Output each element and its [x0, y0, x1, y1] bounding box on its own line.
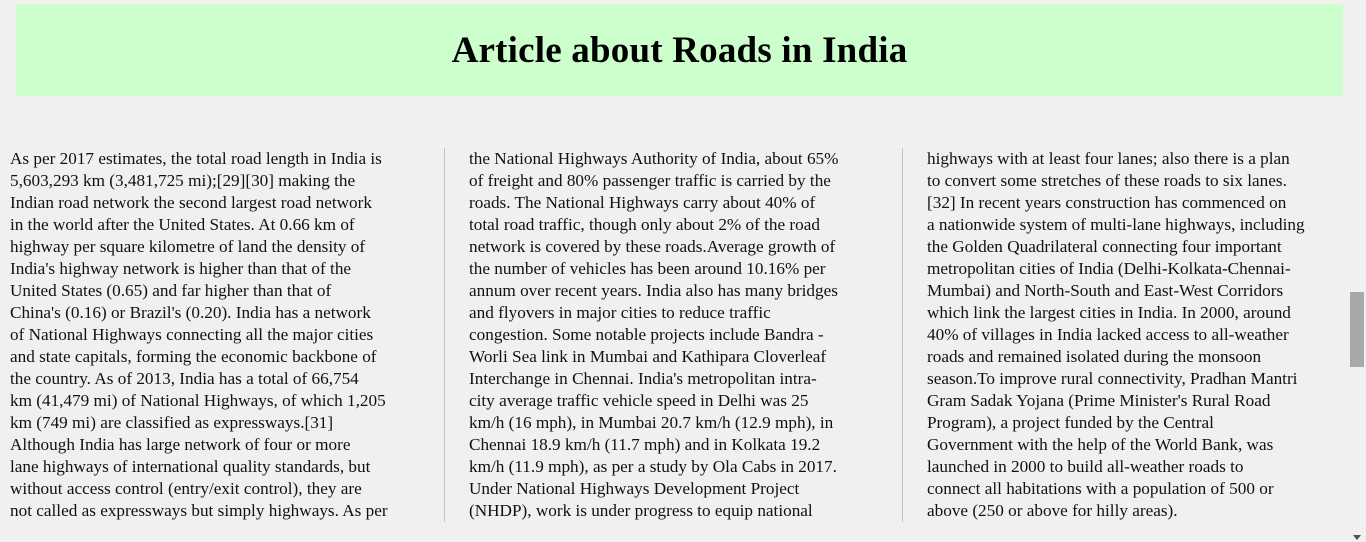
- article-column-1: [10, 148, 430, 524]
- article-text-column-3: highways with at least four lanes; also there is a plan to convert some stretches of these roads to six lanes. [32] In recent years construction has commenced on a nationwide system of multi-lane highways, including the Golden Quadrilateral connecting four important metropolitan cities of India (Delhi-Kolkata-Chennai- Mumbai) and North-South and East-West Corridors which link the largest cities in India. In 2000, around 40% of villages in India lacked access to all-weather roads and remained isolated during the monsoon season.To improve rural connectivity, Pradhan Mantri Gram Sadak Yojana (Prime Minister's Rural Road Program), a project funded by the Central Government with the help of the World Bank, was launched in 2000 to build all-weather roads to connect all habitations with a population of 500 or above (250 or above for hilly areas).: [927, 149, 1305, 520]
- article-text-column-1: As per 2017 estimates, the total road length in India is 5,603,293 km (3,481,725 mi);[29][30] making the Indian road network the second largest road network in the world after the United States. At 0.66 km of highway per square kilometre of land the density of India's highway network is higher than that of the United States (0.65) and far higher than that of China's (0.16) or Brazil's (0.20). India has a network of National Highways connecting all the major cities and state capitals, forming the economic backbone of the country. As of 2013, India has a total of 66,754 km (41,479 mi) of National Highways, of which 1,205 km (749 mi) are classified as expressways.[31] Although India has large network of four or more lane highways of international quality standards, but without access control (entry/exit control), they are not called as expressways but simply highways. As per: [10, 149, 388, 520]
- article-body: [10, 148, 1336, 524]
- article-text-column-2: the National Highways Authority of India, about 65% of freight and 80% passenger traffic is carried by the roads. The National Highways carry about 40% of total road traffic, though only about 2% of the road network is covered by these roads.Average growth of the number of vehicles has been around 10.16% per annum over recent years. India also has many bridges and flyovers in major cities to reduce traffic congestion. Some notable projects include Bandra - Worli Sea link in Mumbai and Kathipara Cloverleaf Interchange in Chennai. India's metropolitan intra- city average traffic vehicle speed in Delhi was 25 km/h (16 mph), in Mumbai 20.7 km/h (12.9 mph), in Chennai 18.9 km/h (11.7 mph) and in Kolkata 19.2 km/h (11.9 mph), as per a study by Ola Cabs in 2017. Under National Highways Development Project (NHDP), work is under progress to equip national: [469, 149, 839, 520]
- column-divider: [902, 148, 903, 522]
- article-column-3: [927, 148, 1336, 524]
- article-column-2: [469, 148, 889, 524]
- column-divider: [444, 148, 445, 522]
- vertical-scrollbar[interactable]: [1349, 0, 1366, 542]
- scroll-down-arrow-icon[interactable]: [1353, 535, 1361, 540]
- scrollbar-thumb[interactable]: [1350, 292, 1364, 367]
- header-banner: [16, 4, 1343, 96]
- page-title: Article about Roads in India: [451, 29, 908, 71]
